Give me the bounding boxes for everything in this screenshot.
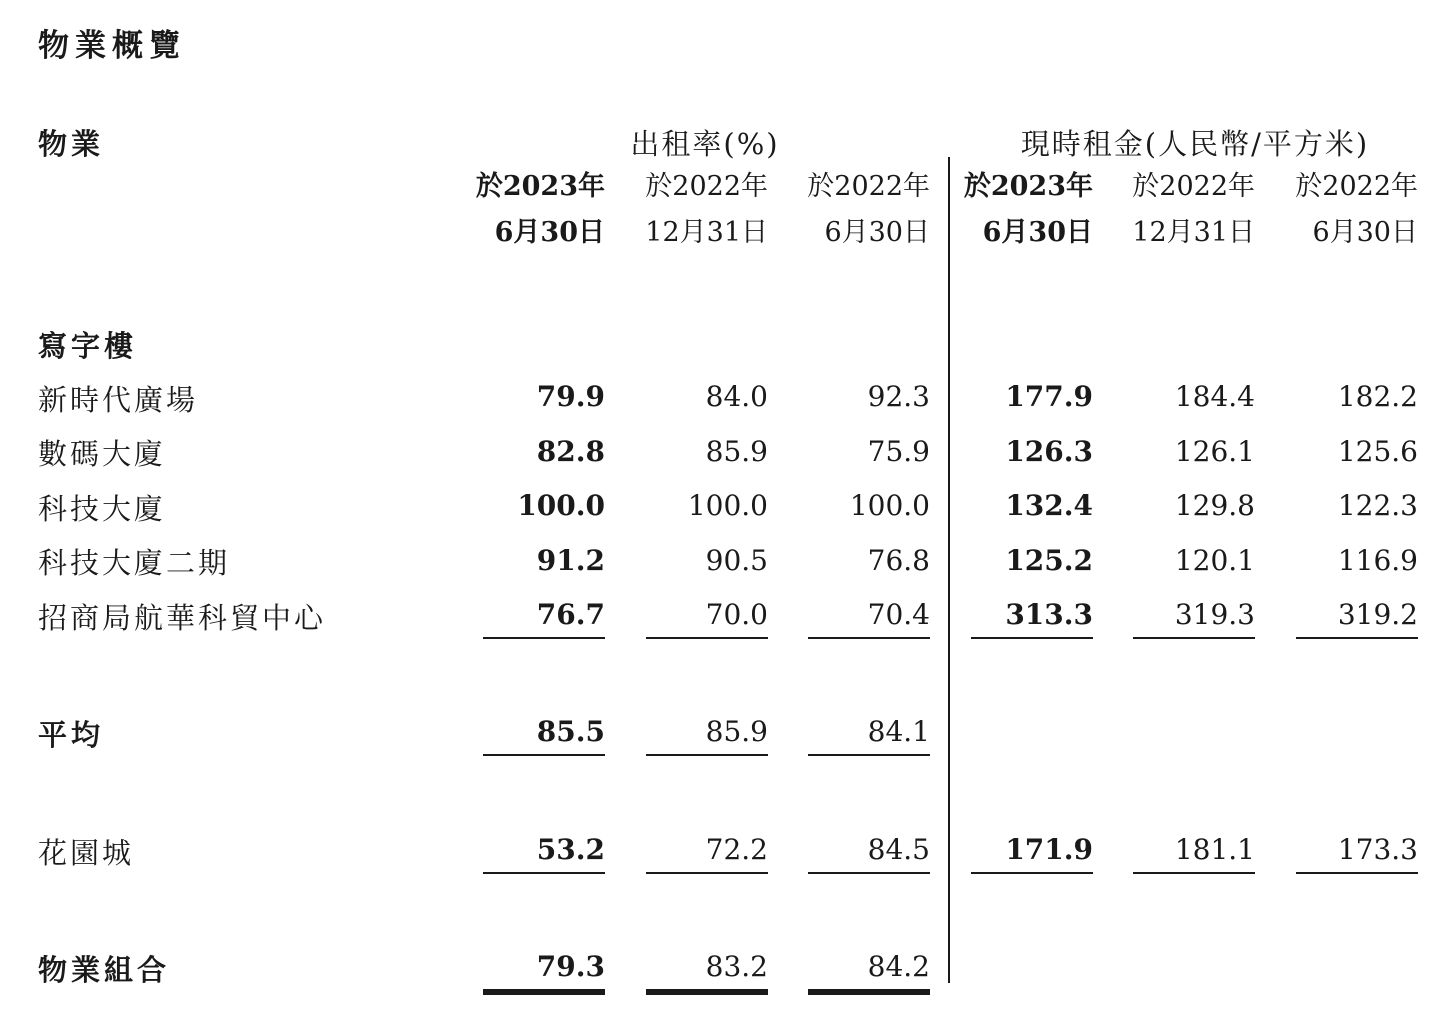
cell: 313.3 — [1005, 598, 1093, 631]
col-header-6-date: 6月30日 — [1312, 217, 1418, 248]
underline — [971, 637, 1093, 639]
underline — [483, 754, 605, 756]
cell: 85.9 — [705, 715, 768, 748]
portfolio-label: 物業組合 — [38, 953, 171, 987]
cell: 182.2 — [1337, 380, 1418, 413]
cell: 75.9 — [867, 435, 930, 468]
underline — [646, 637, 768, 639]
cell: 177.9 — [1005, 380, 1093, 413]
cell: 171.9 — [1005, 833, 1093, 866]
cell: 53.2 — [536, 833, 605, 866]
cell: 85.9 — [705, 435, 768, 468]
col-header-6-year: 於2022年 — [1295, 171, 1418, 202]
cell: 132.4 — [1005, 489, 1093, 522]
cell: 173.3 — [1337, 833, 1418, 866]
cell: 83.2 — [705, 950, 768, 983]
underline — [971, 872, 1093, 874]
average-label: 平均 — [38, 718, 105, 752]
cell: 319.2 — [1337, 598, 1418, 631]
col-header-3-date: 6月30日 — [824, 217, 930, 248]
cell: 100.0 — [517, 489, 605, 522]
col-header-4-date: 6月30日 — [982, 217, 1093, 248]
page-title: 物業概覽 — [38, 28, 186, 64]
cell: 79.3 — [536, 950, 605, 983]
col-header-1 — [463, 164, 605, 256]
cell: 84.5 — [867, 833, 930, 866]
col-header-1-year: 於2023年 — [475, 171, 605, 202]
row-label-cmhk-trade-center: 招商局航華科貿中心 — [38, 601, 327, 635]
underline — [1133, 637, 1255, 639]
row-label-digital-building: 數碼大廈 — [38, 437, 167, 471]
col-header-3-year: 於2022年 — [807, 171, 930, 202]
cell: 116.9 — [1337, 544, 1418, 577]
underline — [808, 637, 930, 639]
cell: 120.1 — [1174, 544, 1255, 577]
cell: 91.2 — [536, 544, 605, 577]
cell: 70.0 — [705, 598, 768, 631]
col-header-2-year: 於2022年 — [645, 171, 768, 202]
cell: 84.0 — [705, 380, 768, 413]
col-header-2 — [626, 164, 768, 256]
cell: 92.3 — [867, 380, 930, 413]
col-header-4-year: 於2023年 — [963, 171, 1093, 202]
underline — [646, 872, 768, 874]
cell: 76.7 — [536, 598, 605, 631]
underline — [646, 754, 768, 756]
double-underline — [483, 989, 605, 995]
cell: 100.0 — [849, 489, 930, 522]
cell: 100.0 — [687, 489, 768, 522]
cell: 319.3 — [1174, 598, 1255, 631]
col-header-5-year: 於2022年 — [1132, 171, 1255, 202]
underline — [808, 754, 930, 756]
col-header-2-date: 12月31日 — [645, 217, 768, 248]
col-header-5 — [1113, 164, 1255, 256]
cell: 79.9 — [536, 380, 605, 413]
cell: 90.5 — [705, 544, 768, 577]
cell: 122.3 — [1337, 489, 1418, 522]
cell: 70.4 — [867, 598, 930, 631]
office-section-label: 寫字樓 — [38, 329, 138, 363]
col-header-6 — [1276, 164, 1418, 256]
cell: 181.1 — [1174, 833, 1255, 866]
property-column-header: 物業 — [38, 127, 105, 161]
cell: 84.2 — [867, 950, 930, 983]
column-divider — [948, 157, 950, 983]
cell: 72.2 — [705, 833, 768, 866]
occupancy-rate-header: 出租率(%) — [630, 127, 780, 161]
double-underline — [646, 989, 768, 995]
cell: 126.1 — [1174, 435, 1255, 468]
cell: 126.3 — [1005, 435, 1093, 468]
col-header-4 — [951, 164, 1093, 256]
row-label-new-era-plaza: 新時代廣場 — [38, 383, 199, 417]
cell: 129.8 — [1174, 489, 1255, 522]
cell: 125.2 — [1005, 544, 1093, 577]
cell: 82.8 — [536, 435, 605, 468]
underline — [1296, 872, 1418, 874]
col-header-1-date: 6月30日 — [494, 217, 605, 248]
cell: 85.5 — [536, 715, 605, 748]
double-underline — [808, 989, 930, 995]
underline — [483, 637, 605, 639]
cell: 76.8 — [867, 544, 930, 577]
underline — [483, 872, 605, 874]
underline — [1133, 872, 1255, 874]
underline — [1296, 637, 1418, 639]
col-header-3 — [788, 164, 930, 256]
underline — [808, 872, 930, 874]
cell: 84.1 — [867, 715, 930, 748]
cell: 184.4 — [1174, 380, 1255, 413]
current-rent-header: 現時租金(人民幣/平方米) — [1020, 127, 1370, 161]
cell: 125.6 — [1337, 435, 1418, 468]
col-header-5-date: 12月31日 — [1132, 217, 1255, 248]
row-label-technology-building: 科技大廈 — [38, 492, 167, 526]
row-label-technology-building-phase-2: 科技大廈二期 — [38, 546, 231, 580]
row-label-garden-city: 花園城 — [38, 836, 135, 870]
